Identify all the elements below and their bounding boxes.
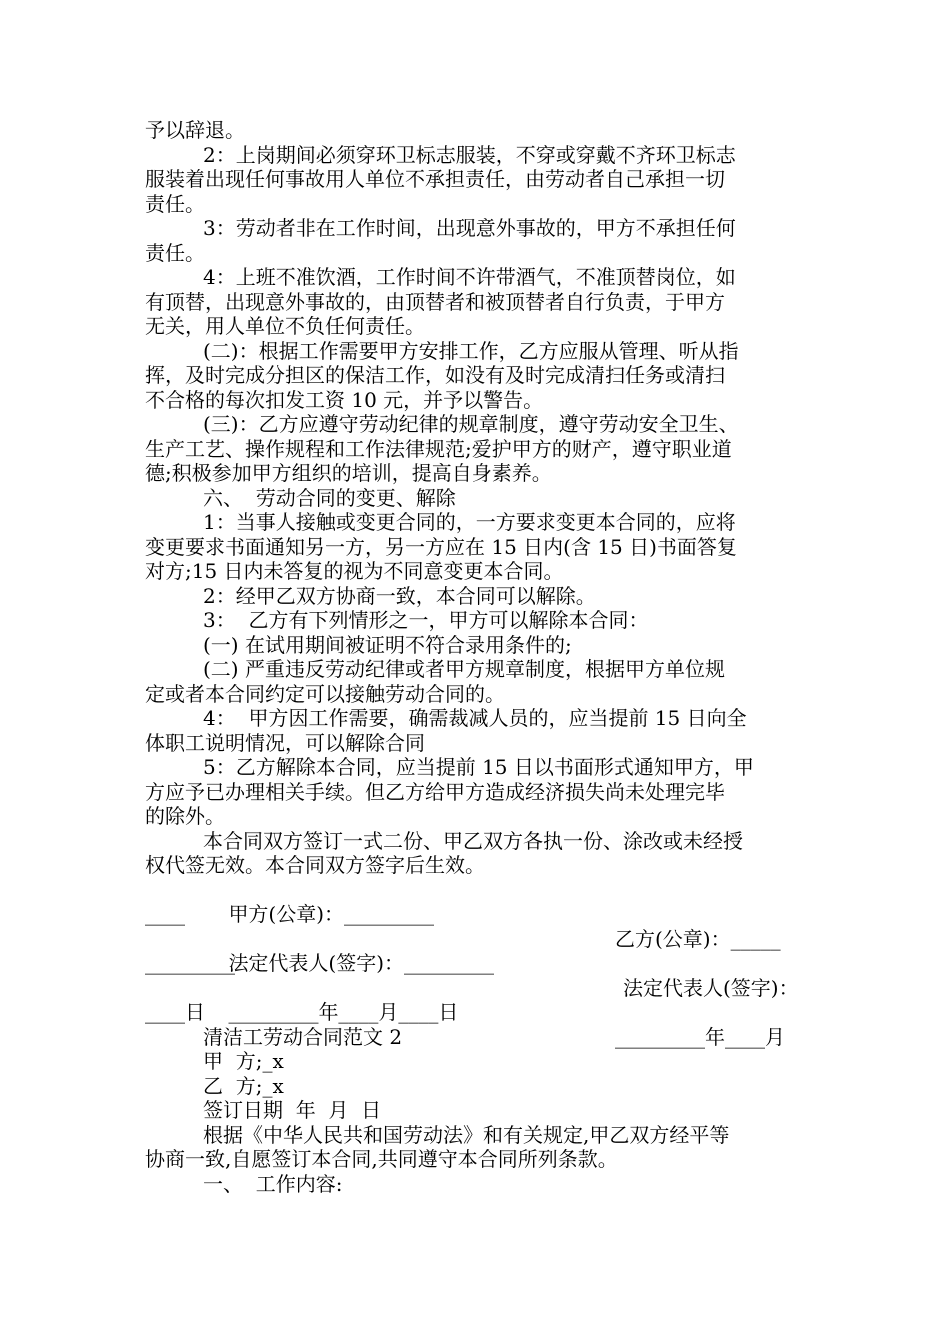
text-line: 4： 甲方因工作需要，确需裁减人员的，应当提前 15 日向全	[203, 706, 747, 730]
text-line: (一) 在试用期间被证明不符合录用条件的;	[203, 632, 572, 657]
text-line: 予以辞退。	[145, 118, 245, 142]
text-line: 责任。	[145, 191, 205, 216]
text-line: 对方;15 日内未答复的视为不同意变更本合同。	[145, 559, 564, 583]
contract2-title: 清洁工劳动合同范文 2	[203, 1024, 403, 1049]
contract2-intro-continued: 协商一致,自愿签订本合同,共同遵守本合同所列条款。	[145, 1147, 618, 1171]
document-page	[145, 118, 810, 1196]
contract2-section-heading: 一、 工作内容:	[203, 1171, 343, 1196]
section-heading: 六、 劳动合同的变更、解除	[203, 485, 456, 510]
contract2-sign-date: 签订日期 年 月 日	[203, 1098, 382, 1122]
text-line: 服装着出现任何事故用人单位不承担责任，由劳动者自己承担一切	[145, 167, 725, 191]
party-b-representative: 法定代表人(签字)：	[623, 975, 799, 1000]
party-a-representative: 法定代表人(签字)：_________	[228, 951, 495, 975]
party-a-seal: 甲方(公章)：_________	[228, 902, 435, 926]
text-line: 5：乙方解除本合同，应当提前 15 日以书面形式通知甲方，甲	[203, 755, 754, 779]
text-line: 无关，用人单位不负任何责任。	[145, 314, 425, 338]
text-line: 体职工说明情况，可以解除合同	[145, 730, 425, 755]
party-a-date: _________年____月____日	[228, 1000, 459, 1024]
text-line: 的除外。	[145, 804, 225, 828]
party-b-date-continued: ____日	[145, 1000, 205, 1024]
text-line: 2：经甲乙双方协商一致，本合同可以解除。	[203, 583, 596, 608]
text-line: 权代签无效。本合同双方签字后生效。	[145, 853, 485, 877]
text-line: 3：劳动者非在工作时间，出现意外事故的，甲方不承担任何	[203, 216, 736, 240]
text-line: 德;积极参加甲方组织的培训，提高自身素养。	[145, 461, 552, 485]
contract2-intro: 根据《中华人民共和国劳动法》和有关规定,甲乙双方经平等	[203, 1122, 730, 1147]
party-b-seal-continued: ____	[145, 902, 185, 926]
text-line: 2：上岗期间必须穿环卫标志服装，不穿或穿戴不齐环卫标志	[203, 142, 736, 167]
text-line: 方应予已办理相关手续。但乙方给甲方造成经济损失尚未处理完毕	[145, 779, 725, 804]
text-line: 3： 乙方有下列情形之一，甲方可以解除本合同：	[203, 608, 649, 632]
party-b-seal: 乙方(公章)：_____	[615, 926, 781, 951]
signature-row-representative	[145, 927, 810, 1000]
text-line: 变更要求书面通知另一方，另一方应在 15 日内(含 15 日)书面答复	[145, 534, 737, 559]
contract2-party-b: 乙 方;_x	[203, 1073, 284, 1098]
text-line: 本合同双方签订一式二份、甲乙双方各执一份、涂改或未经授	[203, 828, 743, 853]
text-line: 1：当事人接触或变更合同的，一方要求变更本合同的，应将	[203, 510, 736, 534]
text-line: 责任。	[145, 240, 205, 265]
signature-row-seal	[145, 878, 810, 951]
text-line: (二) 严重违反劳动纪律或者甲方规章制度，根据甲方单位规	[203, 657, 725, 681]
text-line: 4：上班不准饮酒，工作时间不许带酒气，不准顶替岗位，如	[203, 265, 736, 289]
party-b-date: _________年____月	[615, 1024, 785, 1049]
text-line: (三)：乙方应遵守劳动纪律的规章制度，遵守劳动安全卫生、	[203, 412, 739, 436]
text-line: 挥，及时完成分担区的保洁工作，如没有及时完成清扫任务或清扫	[145, 363, 725, 387]
text-line: 定或者本合同约定可以接触劳动合同的。	[145, 681, 505, 706]
text-line: 有顶替，出现意外事故的，由顶替者和被顶替者自行负责，于甲方	[145, 289, 725, 314]
text-line: 不合格的每次扣发工资 10 元，并予以警告。	[145, 387, 544, 412]
text-line: 生产工艺、操作规程和工作法律规范;爱护甲方的财产，遵守职业道	[145, 436, 732, 461]
contract2-party-a: 甲 方;_x	[203, 1049, 284, 1073]
text-line: (二)：根据工作需要甲方安排工作，乙方应服从管理、听从指	[203, 338, 739, 363]
party-b-representative-continued: _________	[145, 951, 235, 975]
